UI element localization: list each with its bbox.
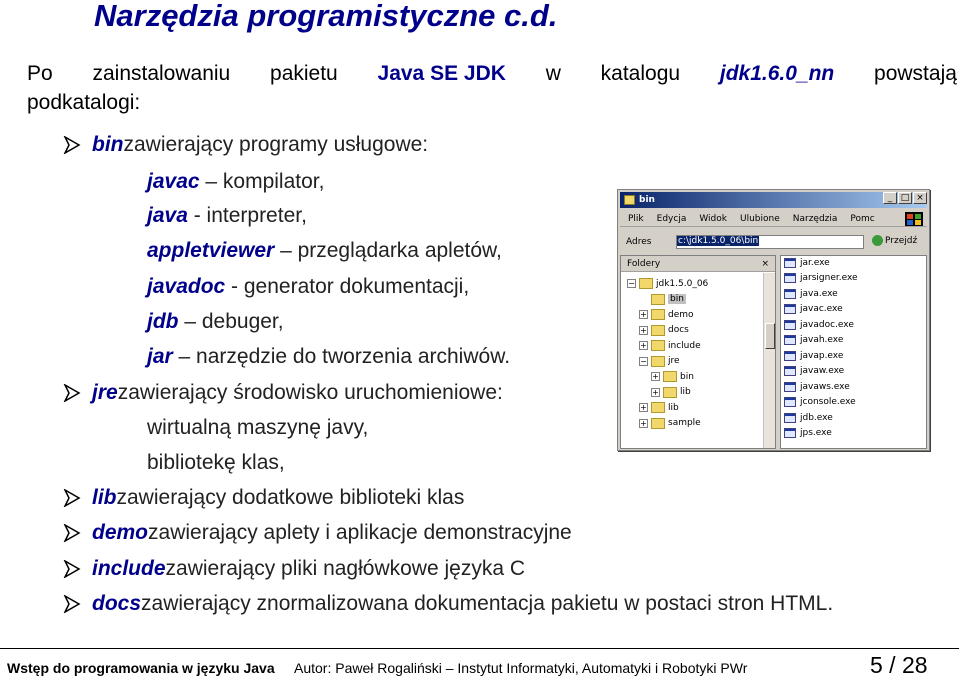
window-controls: [883, 192, 927, 204]
item-text: – narzędzie do tworzenia archiwów.: [172, 345, 511, 368]
bullet-keyword: demo: [92, 521, 149, 544]
tree-item-label: lib: [668, 402, 679, 413]
bullet-text: zawierający programy usługowe:: [123, 133, 429, 156]
item-keyword: appletviewer: [147, 239, 275, 262]
executable-file-icon: [784, 366, 796, 376]
file-name: javap.exe: [800, 350, 844, 361]
scrollbar-thumb[interactable]: [765, 323, 775, 349]
executable-file-icon: [784, 382, 796, 392]
bullet-text: zawierający aplety i aplikacje demonstracyjne: [148, 521, 572, 544]
folder-icon: [651, 309, 665, 320]
file-name: jconsole.exe: [800, 397, 856, 407]
file-name: javah.exe: [800, 335, 844, 345]
arrow-bullet-icon: [63, 489, 81, 507]
jre-item-classlib: bibliotekę klas,: [147, 451, 285, 474]
arrow-bullet-icon: [63, 384, 81, 402]
item-text: – debuger,: [178, 310, 284, 333]
arrow-bullet-icon: [63, 560, 81, 578]
file-item[interactable]: [784, 255, 830, 270]
bin-item-jdb: [147, 310, 284, 334]
folder-icon: [624, 195, 635, 205]
tree-item[interactable]: [639, 354, 680, 369]
go-arrow-icon: [872, 235, 883, 246]
intro-word: Po: [27, 62, 53, 85]
folder-icon: [639, 278, 653, 289]
arrow-bullet-icon: [63, 524, 81, 542]
footer-course: Wstęp do programowania w języku Java: [7, 660, 275, 676]
minimize-button[interactable]: _: [883, 192, 897, 204]
collapse-icon[interactable]: −: [628, 279, 635, 288]
address-label: Adres: [626, 237, 652, 247]
intro-word: w: [545, 62, 561, 85]
address-bar: [620, 232, 927, 252]
folders-pane: [620, 255, 776, 449]
tree-item[interactable]: [627, 276, 708, 291]
bullet-text: zawierający znormalizowana dokumentacja pakietu w postaci stron HTML.: [141, 592, 834, 615]
folder-icon: [651, 340, 665, 351]
address-value: c:\jdk1.5.0_06\bin: [678, 236, 759, 246]
file-item[interactable]: [784, 333, 843, 348]
bin-item-javadoc: [147, 275, 469, 299]
intro-word: powstają: [874, 62, 957, 85]
tree-item-label: bin: [680, 371, 694, 382]
tree-item[interactable]: [639, 416, 701, 431]
intro-word: katalogu: [600, 62, 681, 85]
executable-file-icon: [784, 258, 796, 268]
expand-icon[interactable]: +: [652, 387, 659, 397]
file-list: [780, 255, 927, 449]
file-name: java.exe: [800, 288, 838, 299]
file-item[interactable]: [784, 364, 844, 379]
folder-icon: [651, 402, 665, 413]
page-number: 5 / 28: [870, 652, 928, 678]
item-text: - generator dokumentacji,: [225, 275, 470, 298]
expand-icon[interactable]: +: [652, 372, 659, 381]
tree-item[interactable]: [651, 369, 694, 384]
file-item[interactable]: [784, 317, 854, 332]
bullet-keyword: jre: [92, 381, 118, 404]
bullet-text: zawierający pliki nagłówkowe języka C: [165, 557, 525, 580]
tree-item[interactable]: [639, 292, 686, 307]
bullet-text: zawierający dodatkowe biblioteki klas: [116, 486, 465, 509]
executable-file-icon: [784, 428, 796, 438]
menu-view[interactable]: Widok: [699, 213, 727, 224]
expand-icon[interactable]: +: [640, 403, 647, 412]
bullet-demo: [63, 521, 572, 545]
windows-logo-icon: [905, 212, 923, 226]
go-button[interactable]: [872, 235, 917, 246]
file-item[interactable]: [784, 426, 832, 441]
file-item[interactable]: [784, 348, 843, 363]
file-name: javac.exe: [800, 304, 843, 314]
executable-file-icon: [784, 304, 796, 314]
tree-item-label: sample: [668, 418, 701, 428]
item-keyword: jdb: [147, 310, 179, 333]
item-keyword: jar: [147, 345, 173, 368]
intro-line-2: podkatalogi:: [27, 91, 141, 114]
address-input[interactable]: [676, 235, 864, 249]
tree-item[interactable]: [639, 323, 689, 338]
intro-highlight-dir: jdk1.6.0_nn: [719, 62, 835, 85]
item-keyword: javac: [147, 170, 200, 193]
bullet-bin: [63, 133, 428, 157]
menu-bar: [620, 211, 927, 227]
explorer-titlebar: [620, 192, 927, 208]
folders-label: Foldery: [627, 258, 661, 269]
executable-file-icon: [784, 273, 796, 283]
item-text: - interpreter,: [187, 204, 307, 227]
menu-tools[interactable]: Narzędzia: [792, 213, 838, 224]
bin-item-jar: [147, 345, 510, 369]
menu-edit[interactable]: Edycja: [656, 213, 687, 224]
bullet-lib: [63, 486, 464, 510]
file-item[interactable]: [784, 395, 856, 410]
bullet-keyword: include: [92, 557, 166, 580]
menu-favorites[interactable]: Ulubione: [739, 213, 780, 224]
tree-item-label: jre: [668, 356, 680, 366]
intro-highlight-jdk: Java SE JDK: [377, 62, 506, 85]
file-name: javaws.exe: [800, 381, 850, 392]
bin-item-java: [147, 204, 307, 228]
item-keyword: javadoc: [147, 275, 226, 298]
folder-icon: [651, 294, 665, 305]
explorer-title: bin: [639, 195, 655, 205]
bullet-jre: [63, 381, 503, 405]
file-item[interactable]: [784, 379, 850, 394]
tree-item-label: bin: [670, 294, 684, 304]
item-text: – kompilator,: [199, 170, 325, 193]
executable-file-icon: [784, 289, 796, 299]
expand-icon[interactable]: +: [640, 310, 647, 319]
bullet-text: zawierający środowisko uruchomieniowe:: [117, 381, 503, 404]
tree-item-label: docs: [668, 325, 689, 335]
slide-title: Narzędzia programistyczne c.d.: [94, 0, 558, 33]
bullet-keyword: bin: [92, 133, 124, 156]
tree-item-label: include: [668, 340, 701, 351]
bullet-keyword: lib: [92, 486, 117, 509]
bullet-keyword: docs: [92, 592, 142, 615]
folder-icon: [651, 325, 665, 336]
tree-item[interactable]: [651, 385, 691, 400]
bullet-docs: [63, 592, 833, 616]
menu-help[interactable]: Pomc: [850, 213, 875, 224]
expand-icon[interactable]: +: [640, 418, 647, 428]
executable-file-icon: [784, 397, 796, 407]
file-item[interactable]: [784, 286, 838, 301]
file-item[interactable]: [784, 302, 843, 317]
footer-author: Autor: Paweł Rogaliński – Instytut Informatyki, Automatyki i Robotyki PWr: [294, 660, 748, 676]
collapse-icon[interactable]: −: [640, 356, 647, 366]
folder-icon: [651, 418, 665, 429]
intro-line-1: [27, 62, 957, 86]
executable-file-icon: [784, 335, 796, 345]
tree-item[interactable]: [639, 400, 679, 415]
bullet-include: [63, 557, 525, 581]
jre-item-jvm: wirtualną maszynę javy,: [147, 416, 369, 439]
folders-close-button[interactable]: ×: [761, 258, 769, 269]
close-button[interactable]: ×: [913, 192, 927, 204]
arrow-bullet-icon: [63, 595, 81, 613]
executable-file-icon: [784, 351, 796, 361]
folders-scrollbar[interactable]: [763, 273, 775, 448]
file-name: javadoc.exe: [800, 319, 854, 330]
folders-header: [621, 256, 775, 272]
expand-icon[interactable]: +: [640, 325, 647, 335]
expand-icon[interactable]: +: [640, 341, 647, 350]
maximize-button[interactable]: □: [898, 192, 912, 204]
file-name: jdb.exe: [800, 412, 833, 423]
folder-icon: [663, 371, 677, 382]
intro-word: zainstalowaniu: [92, 62, 231, 85]
file-name: jps.exe: [800, 428, 832, 438]
menu-file[interactable]: Plik: [628, 213, 644, 224]
folder-icon: [651, 356, 665, 367]
item-keyword: java: [147, 204, 188, 227]
folder-icon: [663, 387, 677, 398]
bin-item-javac: [147, 170, 324, 194]
file-name: jar.exe: [800, 257, 830, 268]
arrow-bullet-icon: [63, 136, 81, 154]
tree-item-label: jdk1.5.0_06: [656, 278, 709, 289]
tree-item[interactable]: [639, 307, 694, 322]
tree-item[interactable]: [639, 338, 701, 353]
go-label: Przejdź: [885, 235, 918, 246]
file-name: jarsigner.exe: [800, 273, 858, 283]
intro-word: pakietu: [270, 62, 338, 85]
explorer-window: [617, 189, 930, 451]
tree-item-label: demo: [668, 309, 694, 320]
file-item[interactable]: [784, 271, 858, 286]
tree-item-label: lib: [680, 387, 691, 397]
item-text: – przeglądarka apletów,: [274, 239, 502, 262]
file-name: javaw.exe: [800, 366, 845, 376]
executable-file-icon: [784, 320, 796, 330]
footer-divider: [0, 648, 959, 649]
bin-item-appletviewer: [147, 239, 502, 263]
executable-file-icon: [784, 413, 796, 423]
file-item[interactable]: [784, 410, 833, 425]
